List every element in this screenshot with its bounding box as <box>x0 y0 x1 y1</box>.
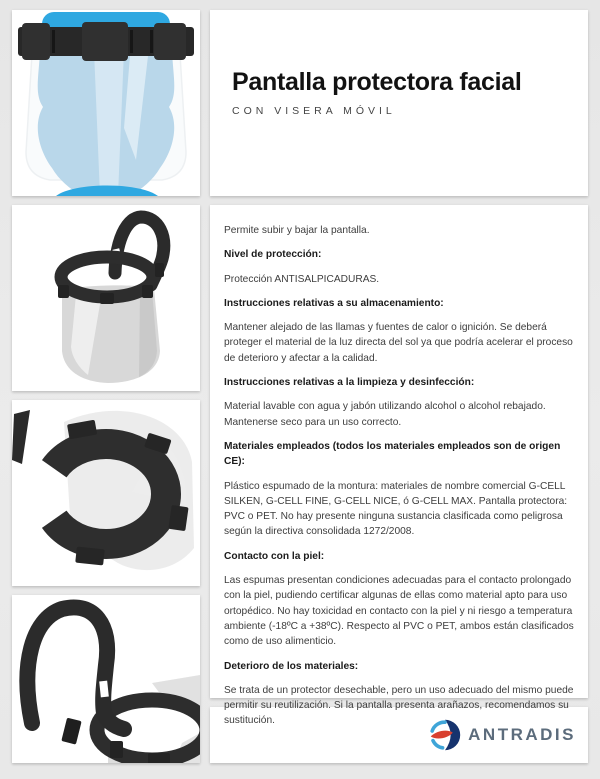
product-image-card-ring-closeup <box>12 400 200 586</box>
face-shield-three-quarter-illustration <box>12 205 200 391</box>
foam-ring-closeup-illustration <box>12 400 200 586</box>
section-heading-materials: Materiales empleados (todos los materiales empleados son de origen CE): <box>224 440 561 468</box>
product-image-column <box>12 10 200 772</box>
section-paragraph-deterioration: Se trata de un protector desechable, pero un uso adecuado del mismo puede permitir su reutilización. Si la pantalla presenta arañazos, recomendamos su sustitución. <box>224 684 574 727</box>
product-image-card-three-quarter-view <box>12 205 200 391</box>
title-card <box>210 10 588 196</box>
product-image-card-front-view <box>12 10 200 196</box>
section-heading-storage: Instrucciones relativas a su almacenamiento: <box>224 297 444 309</box>
section-heading-deterioration: Deterioro de los materiales: <box>224 660 359 672</box>
section-paragraph-storage: Mantener alejado de las llamas y fuentes de calor o ignición. Se deberá proteger el material de la luz directa del sol ya que podría acelerar el proceso de deterioro y afectar a la calidad. <box>224 322 573 364</box>
page-subtitle: CON VISERA MÓVIL <box>232 105 396 117</box>
section-heading-cleaning: Instrucciones relativas a la limpieza y desinfección: <box>224 377 475 389</box>
page-title: Pantalla protectora facial <box>232 68 522 96</box>
content-column <box>210 10 588 763</box>
section-paragraph-cleaning: Material lavable con agua y jabón utilizando alcohol o alcohol rebajado. Mantenerse seco para un uso correcto. <box>224 401 546 428</box>
section-paragraph-skin-contact: Las espumas presentan condiciones adecuadas para el contacto prolongado con la piel, pudiendo certificar algunas de ellas como material apto para uso ortopédico. No hay toxicidad en contacto con la piel y ni riesgo a temperatura ambiente (-18ºC a +38ºC). Respecto al PVC o PET, ambos están clasificados como de uso alimenticio. <box>224 575 574 648</box>
product-image-card-strap-closeup <box>12 595 200 763</box>
brand-logo <box>429 719 576 751</box>
section-heading-protection-level: Nivel de protección: <box>224 249 322 261</box>
face-shield-front-illustration <box>12 10 200 196</box>
description-card <box>210 205 588 727</box>
antradis-globe-icon <box>429 719 461 751</box>
section-paragraph-protection-level: Protección ANTISALPICADURAS. <box>224 273 380 285</box>
brand-name: ANTRADIS <box>468 725 576 744</box>
strap-attachment-illustration <box>12 595 200 763</box>
section-heading-skin-contact: Contacto con la piel: <box>224 550 325 562</box>
intro-paragraph: Permite subir y bajar la pantalla. <box>224 225 370 236</box>
section-paragraph-materials: Plástico espumado de la montura: materiales de nombre comercial G-CELL SILKEN, G-CELL FINE, G-CELL NICE, ó G-CELL MAX. Pantalla protectora: PVC o PET. No hay presente ninguna sustancia clasificada como peligrosa según la directiva consolidada 1272/2008. <box>224 480 568 538</box>
